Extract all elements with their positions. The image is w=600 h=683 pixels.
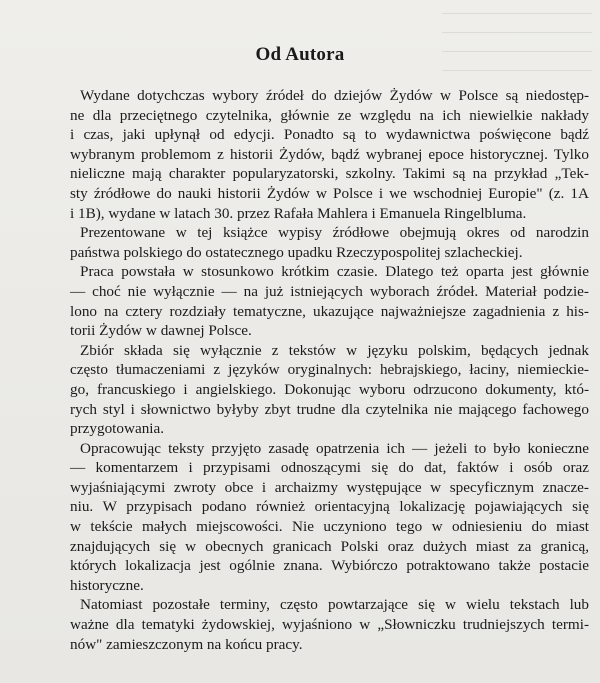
text-line: Opracowując teksty przyjęto zasadę opatrzenia ich — jeżeli to było konieczne — [80, 439, 589, 457]
text-line: ważne dla tematyki żydowskiej, wyjaśniono w „Słowniczku trudniejszych termi- — [70, 616, 589, 634]
paragraph-5 — [60, 439, 589, 596]
paragraph-2 — [60, 223, 589, 262]
text-line: wybranym problemom z historii Żydów, bądź wybranej epoce historycznej. Tylko — [70, 145, 589, 163]
text-line: go, francuskiego i angielskiego. Dokonując wyboru odrzucono dokumenty, któ- — [70, 380, 589, 398]
text-line: Zbiór składa się wyłącznie z tekstów w języku polskim, będących jednak — [80, 341, 589, 359]
text-line: sty źródłowe do nauki historii Żydów w Polsce i we wschodniej Europie" (z. 1A — [70, 184, 589, 202]
text-line: lono na cztery rozdziały tematyczne, ukazujące najważniejsze zagadnienia z his- — [70, 302, 589, 320]
paragraph-4 — [60, 341, 589, 439]
text-line: ne dla przeciętnego czytelnika, głównie ze względu na ich niewielkie nakłady — [70, 106, 589, 124]
text-line: i 1B), wydane w latach 30. przez Rafała Mahlera i Emanuela Ringelbluma. — [70, 204, 527, 222]
text-line: Prezentowane w tej książce wypisy źródłowe obejmują okres od narodzin — [80, 224, 589, 242]
paragraph-1 — [60, 86, 589, 223]
text-line: — komentarzem i przypisami odnoszącymi się do dat, faktów i osób oraz — [70, 459, 589, 477]
paragraph-6 — [60, 595, 589, 654]
text-line: i czas, jaki upłynął od edycji. Ponadto są to wydawnictwa poświęcone bądź — [70, 126, 589, 144]
text-line: wyjaśniającymi zwroty obce i archaizmy występujące w specyficznym znacze- — [70, 478, 589, 496]
text-line: Natomiast pozostałe terminy, często powtarzające się w wielu tekstach lub — [80, 596, 589, 614]
text-line: państwa polskiego do ostatecznego upadku Rzeczypospolitej szlacheckiej. — [70, 243, 523, 261]
text-line: nów" zamieszczonym na końcu pracy. — [70, 635, 303, 653]
body-text — [60, 86, 589, 654]
text-line: przygotowania. — [70, 420, 165, 438]
text-line: historyczne. — [70, 576, 144, 594]
chapter-title: Od Autora — [255, 44, 345, 65]
text-line: torii Żydów w dawnej Polsce. — [70, 322, 252, 340]
text-line: często tłumaczeniami z języków oryginalnych: hebrajskiego, łaciny, niemieckie- — [70, 361, 589, 379]
text-line: których lokalizacja jest ogólnie znana. Wybiórczo potraktowano także postacie — [70, 557, 589, 575]
text-line: — choć nie wyłącznie — na już istniejących wyborach źródeł. Materiał podzie- — [70, 282, 589, 300]
text-line: Praca powstała w stosunkowo krótkim czasie. Dlatego też oparta jest głównie — [80, 263, 589, 281]
text-line: znajdujących się w obecnych granicach Polski oraz dużych miast za granicą, — [70, 537, 589, 555]
text-line: Wydane dotychczas wybory źródeł do dziejów Żydów w Polsce są niedostęp- — [80, 87, 589, 104]
text-line: nieliczne mają charakter popularyzatorski, szkolny. Takimi są na przykład „Tek- — [70, 165, 589, 183]
text-line: rych styl i słownictwo byłyby zbyt trudne dla czytelnika nie mającego fachowego — [70, 400, 589, 418]
text-line: w tekście małych miejscowości. Nie uczyniono tego w odniesieniu do miast — [70, 518, 589, 536]
text-line: niu. W przypisach podano również orientacyjną lokalizację pojawiających się — [70, 498, 589, 516]
paragraph-3 — [60, 262, 589, 340]
